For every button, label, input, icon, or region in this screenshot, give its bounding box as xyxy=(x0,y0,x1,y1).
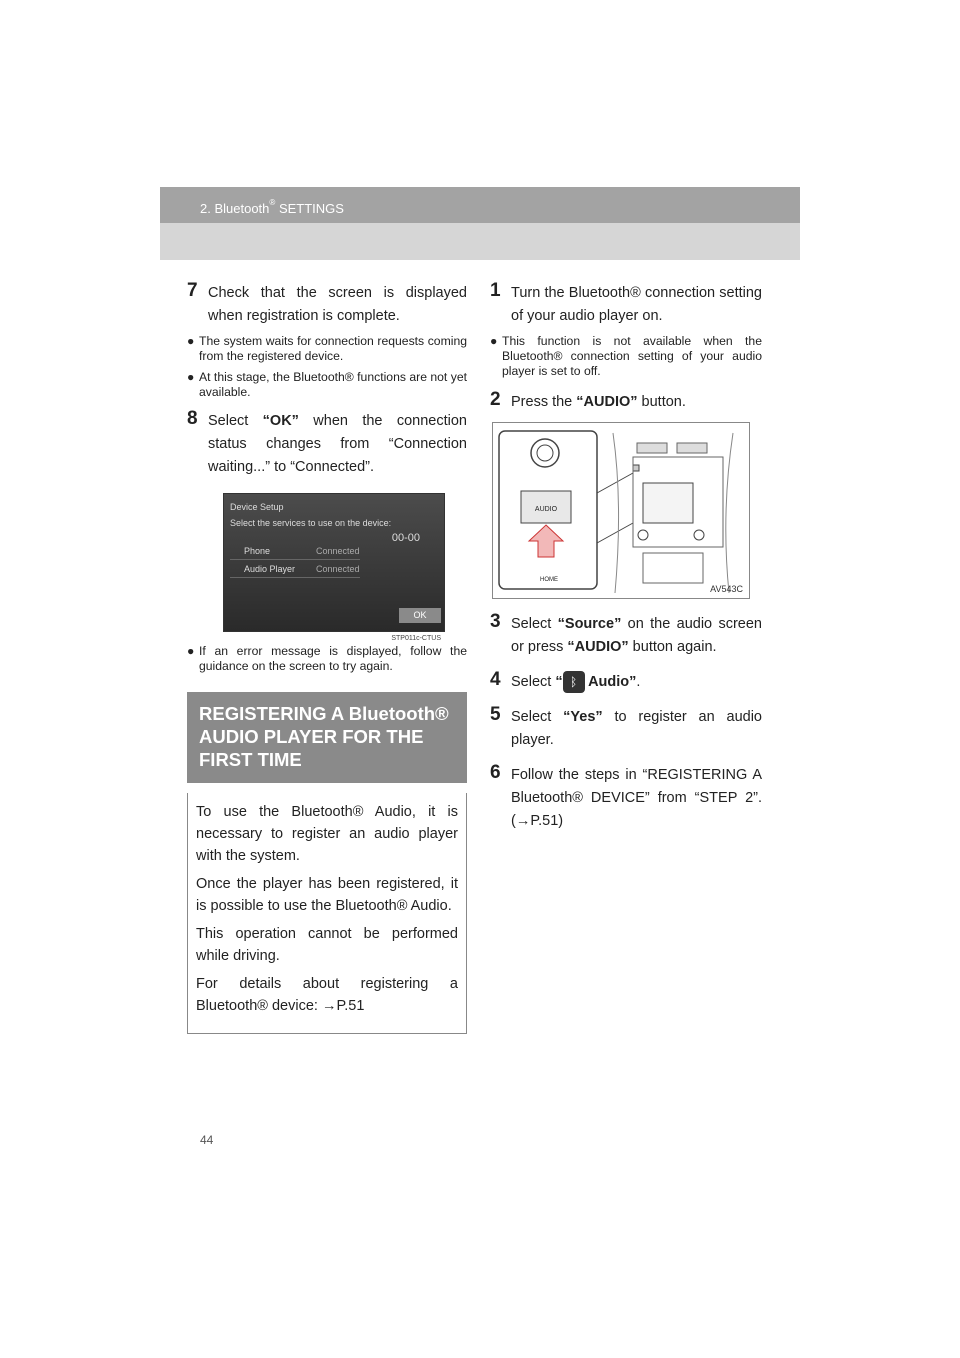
image-code: STP011c-CTUS xyxy=(391,635,441,642)
section-title-box: REGISTERING A Bluetooth® AUDIO PLAYER FOR THE FIRST TIME xyxy=(187,692,467,783)
bluetooth-icon: ᛒ xyxy=(563,671,585,693)
step-4: 4 Select “ ᛒ Audio”. xyxy=(490,671,762,694)
bullet: ● The system waits for connection requests coming from the registered device. xyxy=(187,334,467,363)
ok-button[interactable]: OK xyxy=(399,608,441,623)
page-number: 44 xyxy=(200,1133,214,1147)
step-6: 6 Follow the steps in “REGISTERING A Bluetooth® DEVICE” from “STEP 2”. (→P.51) xyxy=(490,762,762,829)
screen-subtitle: Select the services to use on the device: xyxy=(230,518,392,528)
dashboard-drawing xyxy=(493,423,749,598)
device-setup-screenshot xyxy=(223,493,445,642)
svg-text:AUDIO: AUDIO xyxy=(534,506,558,513)
right-column xyxy=(490,282,762,839)
header-subbar xyxy=(160,223,800,260)
screen-time: 00-00 xyxy=(391,532,420,544)
left-column xyxy=(187,282,467,1034)
step-5: 5 Select “Yes” to register an audio player. xyxy=(490,704,762,748)
bullet: ● This function is not available when the Bluetooth® connection setting of your audio player is set to off. xyxy=(490,334,762,378)
header-section: 2. Bluetooth® SETTINGS xyxy=(200,197,344,216)
step-3: 3 Select “Source” on the audio screen or press “AUDIO” button again. xyxy=(490,611,762,655)
dashboard-illustration xyxy=(492,422,750,599)
step-7: 7 Check that the screen is displayed when registration is complete. xyxy=(187,280,467,324)
bullet: ● At this stage, the Bluetooth® functions are not yet available. xyxy=(187,370,467,399)
service-row-phone: Phone Connected xyxy=(230,544,360,560)
screen-title: Device Setup xyxy=(230,502,284,512)
svg-text:HOME: HOME xyxy=(540,577,558,583)
service-row-audio: Audio Player Connected xyxy=(230,562,360,578)
bullet: ● If an error message is displayed, follow the guidance on the screen to try again. xyxy=(187,644,467,673)
step-8: 8 Select “OK” when the connection status changes from “Connection waiting...” to “Connected”. xyxy=(187,408,467,475)
step-2: 2 Press the “AUDIO” button. xyxy=(490,389,686,410)
info-box: To use the Bluetooth® Audio, it is necessary to register an audio player with the system. Once the player has been registered, it is possible to use the Bluetooth® Audio. This operation cannot be performed while driving. For details about registering a Bluetooth® device: →P.51 xyxy=(187,793,467,1034)
image-code: AV543C xyxy=(710,584,743,594)
step-1: 1 Turn the Bluetooth® connection setting of your audio player on. xyxy=(490,280,762,324)
